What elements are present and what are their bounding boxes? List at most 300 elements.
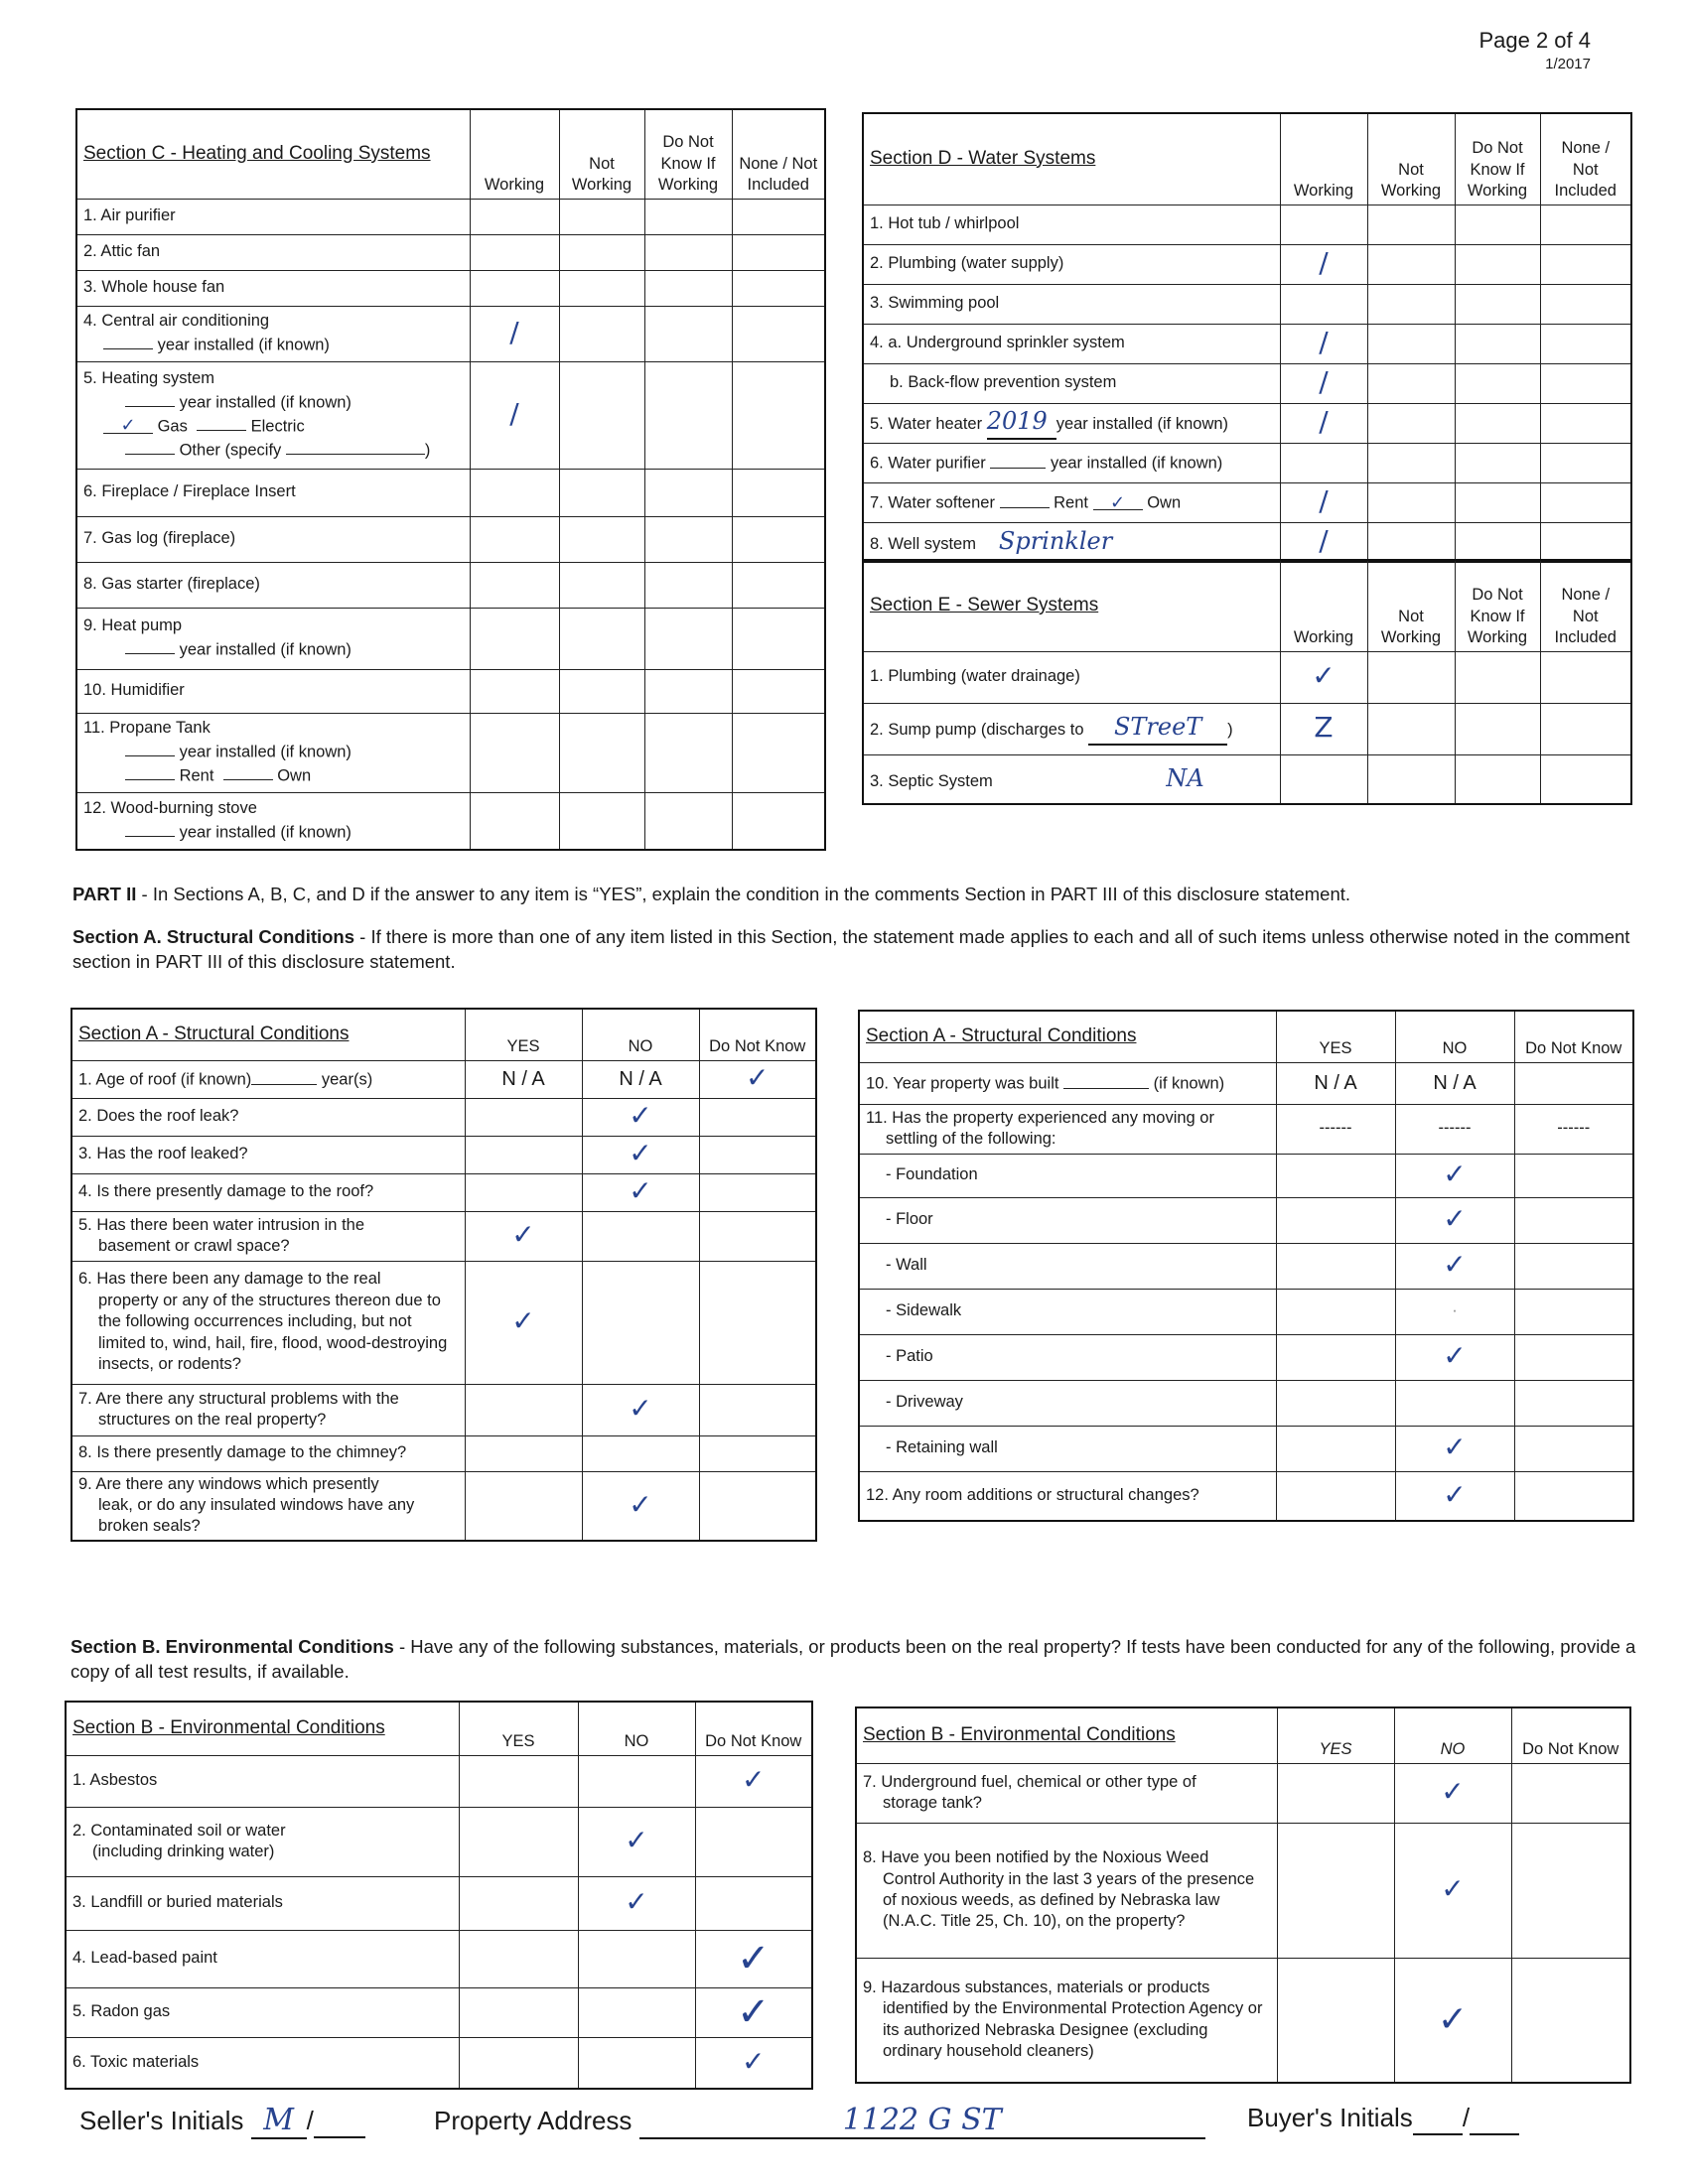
- row-label: 3. Whole house fan: [76, 270, 470, 306]
- cell-dk[interactable]: [1455, 403, 1540, 443]
- year-field[interactable]: [987, 406, 1056, 439]
- row-label: 5. Radon gas: [66, 1987, 459, 2037]
- cell-yes[interactable]: [465, 1098, 582, 1136]
- cell-dk[interactable]: [644, 306, 732, 361]
- row-hazardous: [856, 1958, 1277, 2083]
- cell-no[interactable]: [1395, 1426, 1514, 1471]
- cell-dk[interactable]: [1455, 482, 1540, 522]
- cell-none[interactable]: [732, 713, 825, 792]
- cell-yes[interactable]: [1276, 1380, 1395, 1426]
- section-d-table: [862, 112, 1632, 563]
- check-mark: ✓: [1441, 1872, 1465, 1906]
- cell-no[interactable]: [1394, 1958, 1511, 2083]
- cell-dk[interactable]: [695, 1987, 812, 2037]
- row-foundation: [859, 1154, 1276, 1197]
- cell-no[interactable]: [1395, 1380, 1514, 1426]
- cell-none[interactable]: [1540, 754, 1631, 804]
- cell-yes[interactable]: [465, 1136, 582, 1173]
- cell-dk[interactable]: [699, 1098, 816, 1136]
- cell-working[interactable]: [1280, 284, 1367, 324]
- cell-dk[interactable]: [644, 669, 732, 713]
- row-label: 9. Heat pump: [83, 616, 183, 635]
- cell-no[interactable]: [582, 1471, 699, 1541]
- cell-dk[interactable]: [1455, 244, 1540, 284]
- cell-dk[interactable]: [1514, 1471, 1633, 1521]
- cell-no[interactable]: [1394, 1823, 1511, 1958]
- cell-dk[interactable]: [699, 1471, 816, 1541]
- cell-dash: ------: [1557, 1119, 1591, 1138]
- section-b-intro-text: - Have any of the following substances, materials, or products been on the real property? If tests have been conducted for any of the following, provide a copy of all test results, if available.: [70, 1636, 1636, 1682]
- cell-dk[interactable]: [1455, 703, 1540, 754]
- cell-dk[interactable]: [1455, 324, 1540, 363]
- cell-working[interactable]: [470, 608, 559, 669]
- row-noxious-weed: [856, 1823, 1277, 1958]
- check-mark: ✓: [629, 1174, 652, 1208]
- row-label: 3. Septic System: [870, 772, 993, 791]
- row-label: 4. Is there presently damage to the roof?: [71, 1173, 465, 1211]
- row-label: 8. Is there presently damage to the chimney?: [71, 1435, 465, 1471]
- handwritten-address: 1122 G ST: [842, 2103, 1002, 2137]
- cell-dk[interactable]: [644, 608, 732, 669]
- cell-dash: ------: [1438, 1119, 1472, 1138]
- cell-yes: [1276, 1104, 1395, 1154]
- cell-dk[interactable]: [695, 1876, 812, 1930]
- cell-none[interactable]: [732, 669, 825, 713]
- cell-dk[interactable]: [1455, 363, 1540, 403]
- col-yes: YES: [1277, 1707, 1394, 1763]
- check-mark: ✓: [1443, 1248, 1467, 1282]
- cell-dk[interactable]: [1455, 205, 1540, 244]
- cell-dk[interactable]: [1514, 1289, 1633, 1334]
- row-year-built: [859, 1062, 1276, 1104]
- year-blank[interactable]: [125, 637, 175, 655]
- cell-dk[interactable]: [699, 1261, 816, 1384]
- cell-yes[interactable]: [1277, 1823, 1394, 1958]
- check-mark: ✓: [742, 2045, 766, 2079]
- cell-none[interactable]: [732, 516, 825, 562]
- cell-yes[interactable]: [465, 1060, 582, 1098]
- rent-blank[interactable]: [125, 763, 175, 781]
- cell-working[interactable]: [1280, 522, 1367, 562]
- cell-not-working[interactable]: [559, 669, 644, 713]
- section-b-intro-label: Section B. Environmental Conditions: [70, 1636, 394, 1657]
- cell-dk[interactable]: [644, 361, 732, 469]
- cell-yes[interactable]: [465, 1384, 582, 1435]
- row-windows: [71, 1471, 465, 1541]
- row-label: 8. Gas starter (fireplace): [76, 562, 470, 608]
- cell-not-working[interactable]: [559, 562, 644, 608]
- cell-no[interactable]: [582, 1136, 699, 1173]
- cell-dk[interactable]: [695, 2037, 812, 2089]
- cell-working[interactable]: [1280, 754, 1367, 804]
- cell-yes[interactable]: [459, 1755, 578, 1807]
- row-label: 3. Has the roof leaked?: [71, 1136, 465, 1173]
- cell-working[interactable]: [470, 516, 559, 562]
- cell-yes[interactable]: [459, 1807, 578, 1876]
- cell-no[interactable]: [1395, 1154, 1514, 1197]
- cell-yes[interactable]: [459, 1987, 578, 2037]
- cell-none[interactable]: [732, 199, 825, 234]
- cell-yes[interactable]: [465, 1211, 582, 1261]
- col-working: Working: [470, 109, 559, 199]
- row-heat-pump: [76, 608, 470, 669]
- cell-working[interactable]: [470, 669, 559, 713]
- own-blank[interactable]: [223, 763, 273, 781]
- cell-working[interactable]: [470, 270, 559, 306]
- cell-dk[interactable]: [1455, 754, 1540, 804]
- age-blank[interactable]: [251, 1067, 317, 1085]
- cell-working[interactable]: [1280, 324, 1367, 363]
- cell-none[interactable]: [1540, 703, 1631, 754]
- row-label: 11. Has the property experienced any moving or: [866, 1108, 1214, 1127]
- cell-not-working[interactable]: [1367, 754, 1455, 804]
- cell-working[interactable]: [470, 469, 559, 516]
- cell-working[interactable]: [1280, 703, 1367, 754]
- cell-dk[interactable]: [695, 1755, 812, 1807]
- row-label: - Wall: [886, 1256, 927, 1275]
- row-retaining-wall: [859, 1426, 1276, 1471]
- cell-not-working[interactable]: [1367, 284, 1455, 324]
- property-address-field[interactable]: [639, 2103, 1205, 2139]
- cell-yes[interactable]: [1277, 1958, 1394, 2083]
- cell-dk[interactable]: [1514, 1426, 1633, 1471]
- col-do-not-know: Do Not Know If Working: [1455, 113, 1540, 205]
- cell-dk[interactable]: [1511, 1823, 1630, 1958]
- cell-dk[interactable]: [1514, 1243, 1633, 1289]
- row-backflow: [863, 363, 1280, 403]
- cell-dk[interactable]: [1514, 1380, 1633, 1426]
- cell-working[interactable]: [1280, 403, 1367, 443]
- seller-initials-field-1[interactable]: [251, 2103, 307, 2139]
- electric-label: Electric: [250, 417, 305, 436]
- check-mark: ✓: [625, 1824, 648, 1857]
- cell-no[interactable]: [1394, 1763, 1511, 1823]
- cell-dk[interactable]: [1511, 1958, 1630, 2083]
- check-mark: ✓: [1443, 1158, 1467, 1191]
- cell-dk[interactable]: [695, 1807, 812, 1876]
- cell-none[interactable]: [1540, 443, 1631, 482]
- cell-not-working[interactable]: [1367, 403, 1455, 443]
- cell-not-working[interactable]: [1367, 205, 1455, 244]
- property-address-label: Property Address: [434, 2106, 633, 2135]
- cell-none[interactable]: [1540, 522, 1631, 562]
- cell-working[interactable]: [470, 562, 559, 608]
- year-blank[interactable]: [125, 740, 175, 757]
- cell-yes[interactable]: [459, 1876, 578, 1930]
- section-a-intro-label: Section A. Structural Conditions: [72, 926, 355, 947]
- cell-no[interactable]: [1395, 1197, 1514, 1243]
- row-sublabel: identified by the Environmental Protection Agency or its authorized Nebraska Designee (excluding ordinary household cleaners): [883, 1999, 1263, 2061]
- check-mark: ✓: [1437, 1998, 1469, 2040]
- cell-no[interactable]: [1395, 1334, 1514, 1380]
- row-label: 2. Sump pump (discharges to: [870, 721, 1084, 740]
- cell-not-working[interactable]: [559, 792, 644, 850]
- cell-working[interactable]: [470, 199, 559, 234]
- cell-dk[interactable]: [1455, 522, 1540, 562]
- cell-not-working[interactable]: [1367, 482, 1455, 522]
- cell-no[interactable]: [578, 1807, 695, 1876]
- check-mark: ✓: [629, 1392, 652, 1426]
- cell-dk[interactable]: [1455, 651, 1540, 703]
- row-label: 7. Gas log (fireplace): [76, 516, 470, 562]
- row-structural: [71, 1384, 465, 1435]
- col-do-not-know: Do Not Know: [1511, 1707, 1630, 1763]
- buyer-initials-field-1[interactable]: [1413, 2103, 1463, 2135]
- cell-dk[interactable]: [1455, 443, 1540, 482]
- seller-initials-label: Seller's Initials: [79, 2106, 244, 2135]
- row-label: 4. Central air conditioning: [83, 312, 270, 331]
- cell-working[interactable]: [470, 792, 559, 850]
- section-b-intro: [70, 1635, 1639, 1685]
- cell-no[interactable]: [582, 1435, 699, 1471]
- handwritten-initials: M: [263, 2103, 294, 2137]
- row-label: 11. Propane Tank: [83, 719, 211, 738]
- cell-dk[interactable]: [699, 1384, 816, 1435]
- row-label: 10. Year property was built: [866, 1074, 1059, 1093]
- cell-dk[interactable]: [699, 1060, 816, 1098]
- check-mark: ✓: [511, 1304, 535, 1338]
- row-label: 9. Are there any windows which presently: [78, 1474, 379, 1493]
- row-heating: 5. Heating system year installed (if known) ✓ Gas Electric Other (specify ): [76, 361, 470, 469]
- cell-dk[interactable]: [1511, 1763, 1630, 1823]
- check-mark: ✓: [629, 1488, 652, 1522]
- year-blank[interactable]: [125, 390, 175, 408]
- row-roof-age: [71, 1060, 465, 1098]
- row-label: 1. Air purifier: [76, 199, 470, 234]
- check-mark: /: [509, 316, 519, 349]
- cell-dk[interactable]: [699, 1211, 816, 1261]
- cell-dk[interactable]: [644, 199, 732, 234]
- cell-dk[interactable]: [644, 562, 732, 608]
- cell-not-working[interactable]: [559, 516, 644, 562]
- year-blank[interactable]: [1063, 1071, 1149, 1089]
- check-mark: Z: [1314, 711, 1334, 745]
- cell-no[interactable]: [1395, 1062, 1514, 1104]
- cell-no[interactable]: [582, 1261, 699, 1384]
- other-blank[interactable]: [125, 438, 175, 456]
- cell-yes[interactable]: [459, 2037, 578, 2089]
- cell-none[interactable]: [732, 270, 825, 306]
- cell-not-working[interactable]: [1367, 522, 1455, 562]
- cell-dk[interactable]: [699, 1435, 816, 1471]
- cell-no[interactable]: [582, 1060, 699, 1098]
- cell-no[interactable]: [578, 1876, 695, 1930]
- cell-working[interactable]: [470, 713, 559, 792]
- cell-no[interactable]: [1395, 1243, 1514, 1289]
- cell-not-working[interactable]: [559, 306, 644, 361]
- cell-none[interactable]: [732, 469, 825, 516]
- cell-yes[interactable]: [1276, 1154, 1395, 1197]
- cell-dk[interactable]: [644, 713, 732, 792]
- discharge-field[interactable]: [1088, 712, 1227, 745]
- cell-no[interactable]: [582, 1098, 699, 1136]
- col-do-not-know: Do Not Know If Working: [644, 109, 732, 199]
- cell-no[interactable]: [1395, 1289, 1514, 1334]
- cell-dk[interactable]: [699, 1136, 816, 1173]
- gas-blank[interactable]: [103, 415, 153, 437]
- check-mark: ✓: [1443, 1339, 1467, 1373]
- buyer-initials-block: [1247, 2103, 1519, 2135]
- check-mark: ✓: [736, 1936, 771, 1981]
- cell-yes[interactable]: [1276, 1471, 1395, 1521]
- cell-not-working[interactable]: [1367, 651, 1455, 703]
- cell-no[interactable]: [578, 1987, 695, 2037]
- section-a-title: Section A - Structural Conditions: [71, 1009, 465, 1060]
- row-label: 2. Attic fan: [76, 234, 470, 270]
- part-ii-label: PART II: [72, 884, 137, 904]
- row-label: 7. Underground fuel, chemical or other type of: [863, 1772, 1196, 1791]
- section-b-title: Section B - Environmental Conditions: [66, 1702, 459, 1755]
- cell-yes[interactable]: [1276, 1062, 1395, 1104]
- cell-none[interactable]: [1540, 324, 1631, 363]
- section-a-right-table: [858, 1010, 1634, 1522]
- row-water-heater: [863, 403, 1280, 443]
- cell-none[interactable]: [732, 562, 825, 608]
- row-well-system: [863, 522, 1280, 562]
- row-label: 6. Toxic materials: [66, 2037, 459, 2089]
- row-label: 12. Any room additions or structural changes?: [859, 1471, 1276, 1521]
- cell-yes[interactable]: [465, 1261, 582, 1384]
- cell-no[interactable]: [582, 1384, 699, 1435]
- cell-dk[interactable]: [695, 1930, 812, 1987]
- seller-initials-field-2[interactable]: [314, 2106, 365, 2138]
- cell-yes[interactable]: [465, 1471, 582, 1541]
- cell-none[interactable]: [732, 361, 825, 469]
- cell-working[interactable]: [470, 306, 559, 361]
- cell-working[interactable]: [1280, 244, 1367, 284]
- property-address-block: [434, 2103, 1205, 2139]
- cell-no[interactable]: [1395, 1471, 1514, 1521]
- cell-working[interactable]: [1280, 443, 1367, 482]
- rent-blank[interactable]: [1000, 490, 1050, 508]
- check-mark: ✓: [1110, 491, 1126, 513]
- row-label: - Floor: [886, 1210, 933, 1229]
- cell-yes-text: N / A: [501, 1068, 545, 1090]
- cell-dk[interactable]: [1514, 1334, 1633, 1380]
- cell-not-working[interactable]: [559, 270, 644, 306]
- cell-not-working[interactable]: [559, 469, 644, 516]
- cell-none[interactable]: [1540, 482, 1631, 522]
- initials-slash: /: [306, 2106, 314, 2135]
- cell-dk[interactable]: [644, 516, 732, 562]
- own-blank[interactable]: [1093, 493, 1143, 511]
- col-do-not-know: Do Not Know If Working: [1455, 560, 1540, 651]
- cell-none[interactable]: [732, 306, 825, 361]
- cell-none[interactable]: [732, 234, 825, 270]
- cell-working[interactable]: [1280, 363, 1367, 403]
- row-label: 4. a. Underground sprinkler system: [863, 324, 1280, 363]
- row-patio: [859, 1334, 1276, 1380]
- cell-not-working[interactable]: [559, 234, 644, 270]
- cell-yes[interactable]: [1276, 1426, 1395, 1471]
- own-label: Own: [277, 766, 312, 785]
- cell-dk[interactable]: [644, 469, 732, 516]
- cell-working[interactable]: [1280, 651, 1367, 703]
- row-label: 8. Have you been notified by the Noxious Weed: [863, 1848, 1209, 1867]
- row-septic: [863, 754, 1280, 804]
- cell-yes[interactable]: [1276, 1334, 1395, 1380]
- check-mark: /: [1319, 326, 1329, 359]
- year-label: year installed (if known): [179, 823, 352, 841]
- cell-yes[interactable]: [1276, 1289, 1395, 1334]
- cell-none[interactable]: [732, 792, 825, 850]
- section-a-intro-text: - If there is more than one of any item listed in this Section, the statement made applies to each and all of such items unless otherwise noted in the comment section in PART III of this disclosure statement.: [72, 926, 1630, 972]
- gas-label: Gas: [157, 417, 188, 436]
- cell-not-working[interactable]: [559, 199, 644, 234]
- cell-yes[interactable]: [1277, 1763, 1394, 1823]
- year-blank[interactable]: [103, 333, 153, 350]
- cell-working[interactable]: [470, 234, 559, 270]
- cell-not-working[interactable]: [559, 608, 644, 669]
- row-label: 6. Water purifier: [870, 454, 986, 473]
- cell-dk[interactable]: [1514, 1154, 1633, 1197]
- check-mark: ✓: [1443, 1431, 1467, 1464]
- cell-working[interactable]: [1280, 482, 1367, 522]
- cell-not-working[interactable]: [1367, 363, 1455, 403]
- cell-dk[interactable]: [1514, 1062, 1633, 1104]
- cell-no[interactable]: [578, 1930, 695, 1987]
- specify-blank[interactable]: [286, 438, 425, 456]
- cell-working[interactable]: [470, 361, 559, 469]
- cell-dk[interactable]: [644, 792, 732, 850]
- cell-dk[interactable]: [699, 1173, 816, 1211]
- cell-no[interactable]: [582, 1173, 699, 1211]
- cell-yes[interactable]: [459, 1930, 578, 1987]
- section-c-title: Section C - Heating and Cooling Systems: [76, 109, 470, 199]
- cell-none[interactable]: [1540, 205, 1631, 244]
- cell-none[interactable]: [1540, 244, 1631, 284]
- cell-no[interactable]: [578, 2037, 695, 2089]
- cell-not-working[interactable]: [1367, 443, 1455, 482]
- cell-not-working[interactable]: [559, 713, 644, 792]
- cell-not-working[interactable]: [559, 361, 644, 469]
- cell-dk[interactable]: [644, 234, 732, 270]
- cell-yes[interactable]: [465, 1435, 582, 1471]
- row-contaminated-soil: [66, 1807, 459, 1876]
- cell-working[interactable]: [1280, 205, 1367, 244]
- buyer-initials-field-2[interactable]: [1470, 2103, 1519, 2135]
- cell-none[interactable]: [1540, 403, 1631, 443]
- cell-none[interactable]: [1540, 284, 1631, 324]
- form-revision: 1/2017: [1545, 56, 1591, 72]
- cell-not-working[interactable]: [1367, 324, 1455, 363]
- cell-yes[interactable]: [1276, 1197, 1395, 1243]
- year-blank[interactable]: [990, 451, 1046, 469]
- cell-no[interactable]: [582, 1211, 699, 1261]
- row-sublabel: structures on the real property?: [98, 1411, 327, 1429]
- row-label: b. Back-flow prevention system: [890, 373, 1117, 392]
- cell-dk[interactable]: [1455, 284, 1540, 324]
- cell-yes[interactable]: [465, 1173, 582, 1211]
- electric-blank[interactable]: [197, 414, 246, 432]
- year-blank[interactable]: [125, 820, 175, 838]
- cell-none[interactable]: [1540, 363, 1631, 403]
- handwritten-na: NA: [1166, 764, 1204, 793]
- col-no: NO: [578, 1702, 695, 1755]
- cell-dk[interactable]: [1514, 1197, 1633, 1243]
- cell-dk[interactable]: [644, 270, 732, 306]
- section-e-table: [862, 559, 1632, 805]
- cell-not-working[interactable]: [1367, 703, 1455, 754]
- cell-none[interactable]: [1540, 651, 1631, 703]
- cell-not-working[interactable]: [1367, 244, 1455, 284]
- cell-yes[interactable]: [1276, 1243, 1395, 1289]
- cell-no[interactable]: [578, 1755, 695, 1807]
- page-number-label: Page 2 of 4: [1478, 28, 1591, 53]
- section-b-right-table: [855, 1706, 1631, 2084]
- row-damage: [71, 1261, 465, 1384]
- cell-none[interactable]: [732, 608, 825, 669]
